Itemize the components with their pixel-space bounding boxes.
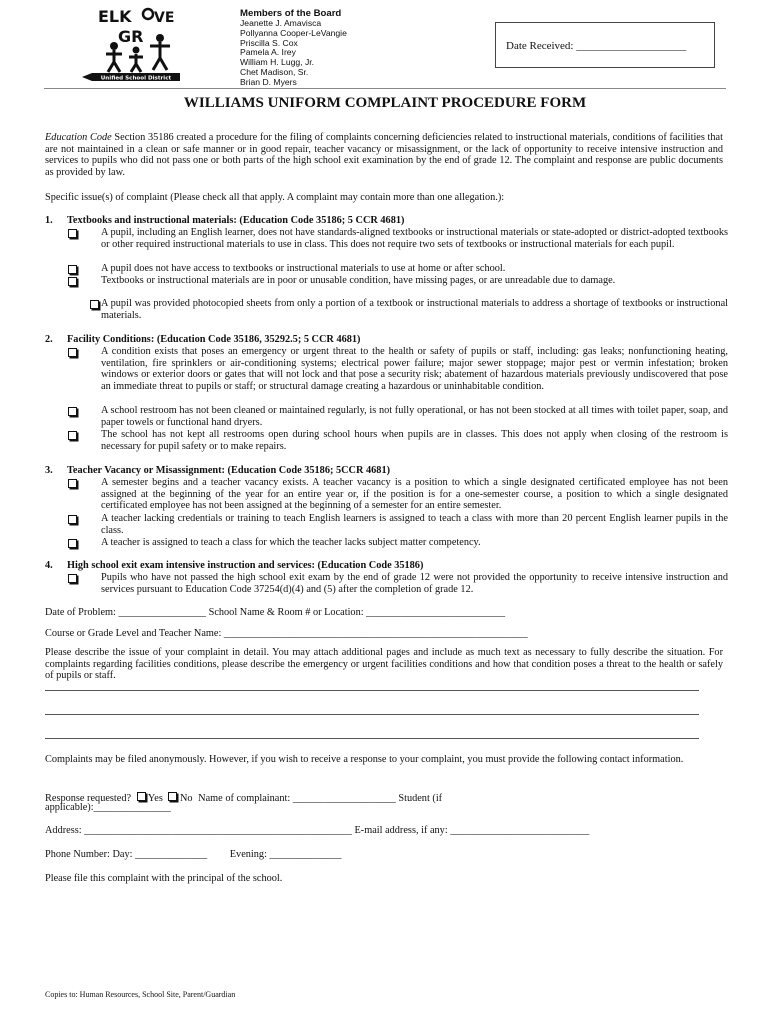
logo-text-ve: VE: [154, 10, 175, 26]
specific-issues-instruction: Specific issue(s) of complaint (Please check all that apply. A complaint may contain more than one allegation.):: [45, 192, 505, 203]
checkbox-item[interactable]: [68, 572, 728, 595]
checkbox-item[interactable]: [68, 227, 728, 250]
checkbox-item[interactable]: [68, 537, 728, 549]
section-title: Textbooks and instructional materials: (Education Code 35186; 5 CCR 4681): [67, 215, 405, 226]
board-member: Brian D. Myers: [240, 76, 297, 87]
checkbox[interactable]: [68, 515, 77, 524]
describe-instruction: Please describe the issue of your complaint in detail. You may attach additional pages and include as much text as necessary to fully describe the situation. For complaints regarding facilities conditions, please describe the emergency or urgent facilities conditions and how that condition poses a threat to the health or safely of pupils or staff.: [45, 647, 723, 682]
date-received-label: Date Received: ____________________: [506, 40, 687, 52]
phone-row: [45, 849, 342, 861]
checkbox-label: A pupil does not have access to textbooks or instructional materials to use at home or after school.: [101, 263, 506, 274]
checkbox-label: A school restroom has not been cleaned or maintained regularly, is not fully operational, or has not been stocked at all times with toilet paper, soap, and paper towels or functional hand dryers.: [101, 405, 728, 428]
description-line[interactable]: [45, 714, 699, 715]
section-title: Facility Conditions: (Education Code 35186, 35292.5; 5 CCR 4681): [67, 334, 361, 345]
board-member: William H. Lugg, Jr.: [240, 57, 315, 68]
file-instruction: Please file this complaint with the principal of the school.: [45, 873, 283, 884]
address-email-field[interactable]: Address: ____________________________________________________ E-mail address, if any: ___________________________: [45, 825, 590, 836]
checkbox[interactable]: [68, 539, 77, 548]
checkbox[interactable]: [68, 265, 77, 274]
section-number: 4.: [45, 560, 53, 571]
checkbox-item[interactable]: [68, 513, 728, 536]
logo-district-text: Unified School District: [100, 75, 172, 82]
intro-paragraph: [45, 132, 723, 178]
phone-day-field[interactable]: Phone Number: Day: ______________: [45, 849, 208, 860]
logo-text-elk: ELK: [98, 7, 132, 26]
board-member: Pamela A. Irey: [240, 47, 296, 58]
response-requested-label: Response requested?: [45, 793, 132, 804]
section-number: 1.: [45, 215, 53, 226]
section-2-heading: [45, 334, 735, 346]
student-applicable-field[interactable]: applicable):_______________: [45, 802, 171, 813]
board-member: Jeanette J. Amavisca: [240, 18, 322, 28]
board-members-block: [240, 8, 347, 88]
checkbox-label: A pupil, including an English learner, does not have standards-aligned textbooks or instructional materials or state-adopted or district-adopted textbooks or other required instructional materials to use in class. This does not require two sets of textbooks or instructional materials for each pupil.: [101, 227, 728, 250]
intro-text: Section 35186 created a procedure for the filing of complaints concerning deficiencies related to instructional materials, conditions of facilities that are not maintained in a clean or safe manner or in good repair, teacher vacancy or misassignment, or the lack of opportunity to receive intensive instruction and services to pupils who did not pass one or both parts of the high school exit examination by the end of grade 12. The complaint and response are public documents as provided by law.: [45, 132, 723, 178]
checkbox[interactable]: [68, 407, 77, 416]
checkbox-item[interactable]: [68, 429, 728, 452]
date-received-box[interactable]: [495, 22, 715, 68]
section-1-heading: [45, 215, 735, 227]
copies-to-footer: Copies to: Human Resources, School Site, Parent/Guardian: [45, 990, 236, 999]
checkbox[interactable]: [68, 574, 77, 583]
checkbox[interactable]: [68, 277, 77, 286]
anonymous-note: Complaints may be filed anonymously. However, if you wish to receive a response to your complaint, you must provide the following contact information.: [45, 754, 684, 765]
response-no-checkbox[interactable]: [168, 792, 177, 801]
section-3-heading: [45, 465, 735, 477]
response-yes-checkbox[interactable]: [137, 792, 146, 801]
checkbox-item[interactable]: [68, 275, 728, 287]
checkbox-label: Textbooks or instructional materials are in poor or unusable condition, have missing pages, or are unreadable due to damage.: [101, 275, 616, 286]
section-number: 2.: [45, 334, 53, 345]
header-divider: [44, 88, 726, 89]
checkbox-item[interactable]: [68, 346, 728, 392]
checkbox[interactable]: [68, 229, 77, 238]
board-title: Members of the Board: [240, 8, 342, 19]
checkbox-item[interactable]: [90, 298, 728, 321]
section-4-heading: [45, 560, 735, 572]
section-title: High school exit exam intensive instruction and services: (Education Code 35186): [67, 560, 424, 571]
response-yes-label: Yes: [147, 793, 163, 804]
checkbox[interactable]: [90, 300, 99, 309]
phone-evening-field[interactable]: Evening: ______________: [229, 849, 342, 860]
course-teacher-field-line[interactable]: Course or Grade Level and Teacher Name: ___________________________________________________________: [45, 628, 528, 639]
checkbox-label: Pupils who have not passed the high school exit exam by the end of grade 12 were not provided the opportunity to receive intensive instruction and services pursuant to Education Code 37254(d)(4) and (5) after the completion of grade 12.: [101, 572, 728, 595]
checkbox[interactable]: [68, 348, 77, 357]
checkbox-label: A teacher is assigned to teach a class for which the teacher lacks subject matter competency.: [101, 537, 481, 548]
complainant-name-field[interactable]: Name of complainant: ____________________ Student (if: [198, 793, 443, 804]
description-line[interactable]: [45, 738, 699, 739]
checkbox-item[interactable]: [68, 263, 728, 275]
board-member: Chet Madison, Sr.: [240, 66, 309, 77]
checkbox-label: A semester begins and a teacher vacancy exists. A teacher vacancy is a position to which a single designated certificated employee has not been assigned at the beginning of the year for an entire year or, if the position is for a one-semester course, a position to which a single designated certificated employee has not been assigned at the beginning of a semester for an entire semester.: [101, 477, 728, 512]
intro-education-code: Education Code: [45, 132, 112, 143]
form-title: WILLIAMS UNIFORM COMPLAINT PROCEDURE FORM: [183, 95, 587, 111]
section-number: 3.: [45, 465, 53, 476]
checkbox-item[interactable]: [68, 405, 728, 428]
checkbox-item[interactable]: [68, 477, 728, 512]
section-title: Teacher Vacancy or Misassignment: (Education Code 35186; 5CCR 4681): [67, 465, 391, 476]
checkbox-label: A condition exists that poses an emergency or urgent threat to the health or safety of pupils or staff, including: gas leaks; nonfunctioning heating, ventilation, fire sprinklers or air-conditioning systems; electrical power failure; major sewer stoppage; major pest or vermin infestation; broken windows or exterior doors or gates that will not lock and that pose a security risk; abatement of hazardous materials previously undiscovered that pose an immediate threat to pupils or staff; or structural damage creating a hazardous or uninhabitable condition.: [101, 346, 728, 392]
checkbox[interactable]: [68, 479, 77, 488]
checkbox-label: The school has not kept all restrooms open during school hours when pupils are in classes. This does not apply when closing of the restroom is necessary for pupil safety or to make repairs.: [101, 429, 728, 452]
board-member: Pollyanna Cooper-LeVangie: [240, 27, 347, 38]
logo-text-gr: GR: [118, 27, 144, 46]
board-member: Priscilla S. Cox: [240, 37, 298, 48]
checkbox-label: A teacher lacking credentials or training to teach English learners is assigned to teach a class with more than 20 percent English learner pupils in the class.: [101, 513, 728, 536]
checkbox[interactable]: [68, 431, 77, 440]
district-logo: [78, 6, 188, 82]
date-school-field-line[interactable]: Date of Problem: _________________ School Name & Room # or Location: ___________________________: [45, 607, 506, 618]
checkbox-label: A pupil was provided photocopied sheets from only a portion of a textbook or instructional materials to address a shortage of textbooks or instructional materials.: [101, 298, 728, 321]
response-no-label: No: [180, 793, 193, 804]
description-line[interactable]: [45, 690, 699, 691]
